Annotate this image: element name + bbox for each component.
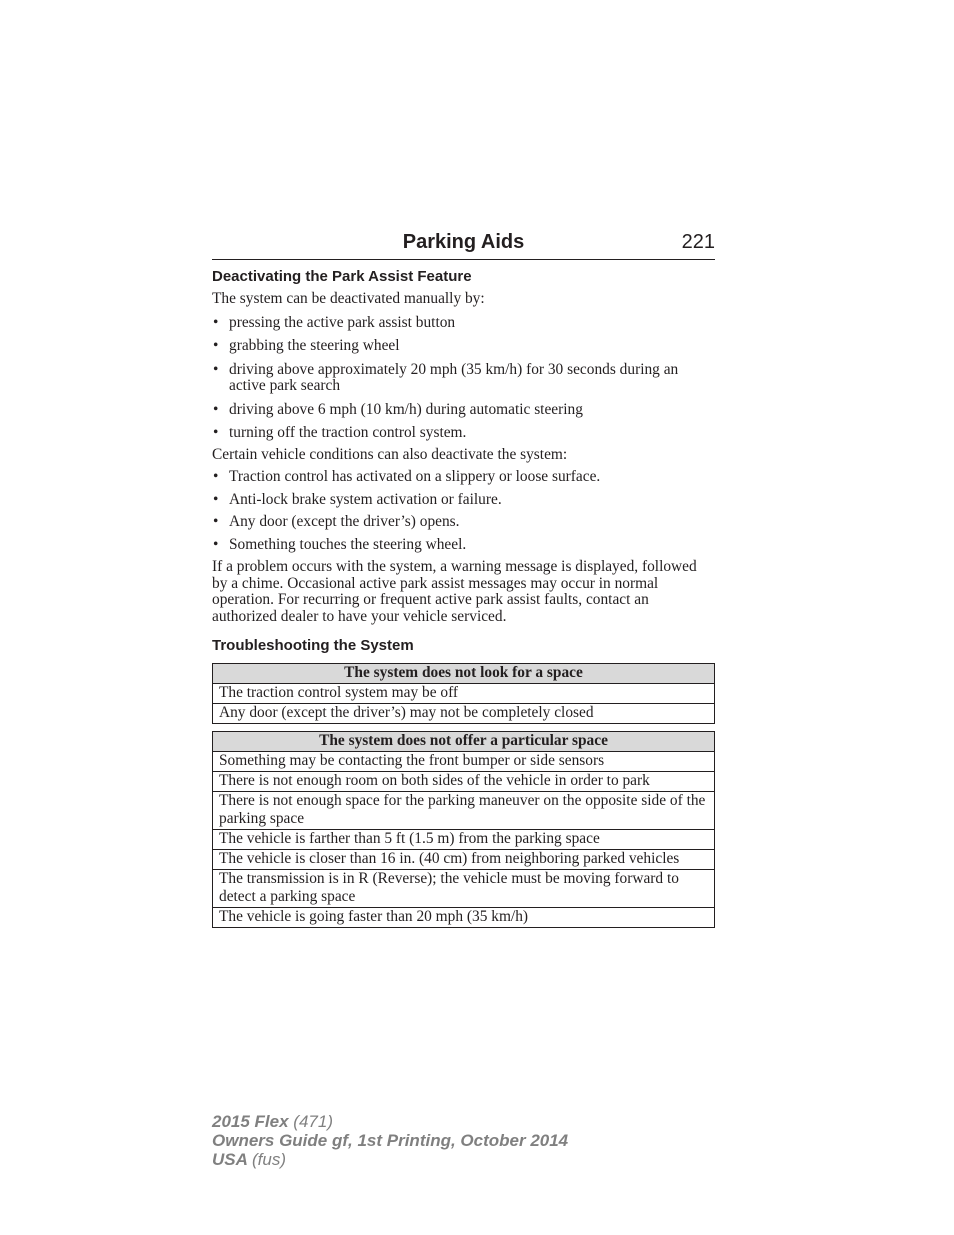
footer-market: USA: [212, 1150, 248, 1169]
table-row: [213, 704, 715, 724]
table-row: [213, 850, 715, 870]
list-item: [212, 469, 715, 486]
deactivate-manual-list: [212, 315, 715, 442]
table-cell: The vehicle is farther than 5 ft (1.5 m) from the parking space: [213, 830, 715, 850]
section-heading-deactivate: Deactivating the Park Assist Feature: [212, 268, 472, 285]
warning-paragraph: If a problem occurs with the system, a warning message is displayed, followed by a chime. Occasional active park assist messages may occur in normal operation. For recurring or frequent active park assist faults, contact an authorized dealer to have your vehicle serviced.: [212, 558, 697, 625]
list-item: [212, 362, 715, 395]
list-item: [212, 537, 715, 554]
table-row: [213, 684, 715, 704]
list-item-text: Any door (except the driver’s) opens.: [229, 513, 460, 530]
list-item: [212, 402, 715, 419]
footer-market-code: (fus): [252, 1150, 286, 1169]
troubleshooting-table-no-search: [212, 663, 715, 724]
list-item: [212, 492, 715, 509]
page-footer: [212, 1112, 568, 1169]
footer-model-code: (471): [293, 1112, 333, 1131]
list-item-text: Traction control has activated on a slippery or loose surface.: [229, 468, 601, 485]
bullet-icon: •: [213, 513, 219, 530]
deactivate-intro: The system can be deactivated manually by:: [212, 290, 485, 307]
list-item: [212, 315, 715, 332]
table-row: [213, 908, 715, 928]
list-item-text: pressing the active park assist button: [229, 313, 456, 331]
table-header-row: [213, 732, 715, 752]
table-cell: There is not enough room on both sides of the vehicle in order to park: [213, 772, 715, 792]
footer-market-line: [212, 1150, 568, 1169]
table-row: [213, 772, 715, 792]
table-cell: Something may be contacting the front bumper or side sensors: [213, 752, 715, 772]
table-row: [213, 870, 715, 908]
list-item-text: grabbing the steering wheel: [229, 337, 400, 354]
page-number: 221: [681, 231, 715, 253]
deactivate-conditions-list: [212, 469, 715, 553]
table-cell: The vehicle is closer than 16 in. (40 cm) from neighboring parked vehicles: [213, 850, 715, 870]
section-heading-troubleshooting: Troubleshooting the System: [212, 637, 414, 654]
table-cell: Any door (except the driver’s) may not be completely closed: [213, 704, 715, 724]
table-header: The system does not look for a space: [213, 664, 715, 684]
page-header: [212, 228, 715, 260]
table-cell: The vehicle is going faster than 20 mph (35 km/h): [213, 908, 715, 928]
list-item-text: Anti-lock brake system activation or failure.: [229, 490, 502, 508]
footer-model: 2015 Flex: [212, 1112, 289, 1131]
bullet-icon: •: [213, 360, 219, 378]
manual-page: [212, 228, 715, 928]
table-cell: The transmission is in R (Reverse); the vehicle must be moving forward to detect a parking space: [213, 870, 715, 908]
list-item: [212, 338, 715, 355]
footer-model-line: [212, 1112, 568, 1131]
page-title: Parking Aids: [402, 231, 525, 253]
table-cell: The traction control system may be off: [213, 684, 715, 704]
table-cell: There is not enough space for the parking maneuver on the opposite side of the parking space: [213, 792, 715, 830]
troubleshooting-table-no-offer: [212, 731, 715, 928]
table-header: The system does not offer a particular space: [213, 732, 715, 752]
table-row: [213, 752, 715, 772]
bullet-icon: •: [213, 400, 219, 418]
bullet-icon: •: [213, 424, 219, 441]
bullet-icon: •: [213, 313, 219, 331]
bullet-icon: •: [213, 337, 219, 354]
list-item-text: Something touches the steering wheel.: [229, 535, 467, 553]
table-header-row: [213, 664, 715, 684]
table-row: [213, 830, 715, 850]
list-item: [212, 514, 715, 531]
table-row: [213, 792, 715, 830]
list-item-text: driving above 6 mph (10 km/h) during automatic steering: [229, 400, 583, 418]
deactivate-conditions-intro: Certain vehicle conditions can also deactivate the system:: [212, 445, 568, 463]
list-item: [212, 425, 715, 442]
list-item-text: turning off the traction control system.: [229, 424, 467, 441]
bullet-icon: •: [213, 490, 219, 508]
bullet-icon: •: [213, 535, 219, 553]
bullet-icon: •: [213, 468, 219, 485]
footer-printing-line: Owners Guide gf, 1st Printing, October 2014: [212, 1131, 569, 1150]
list-item-text: driving above approximately 20 mph (35 km/h) for 30 seconds during an active park search: [229, 360, 679, 394]
